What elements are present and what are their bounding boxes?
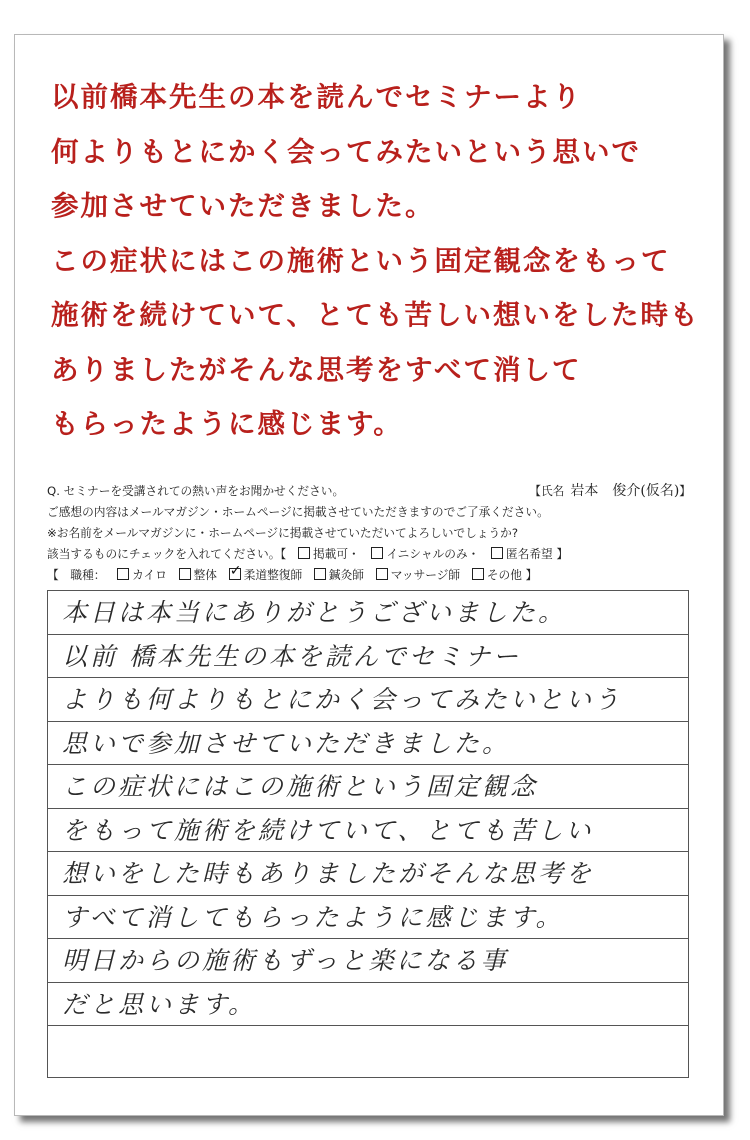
checkbox[interactable]	[117, 568, 129, 580]
handwritten-line: 想いをした時もありましたがそんな思考を	[48, 852, 688, 896]
handwritten-line: 思いで参加させていただきました。	[48, 722, 688, 766]
name-close: 】	[679, 484, 691, 498]
close-bracket: 】	[525, 568, 538, 582]
name-field	[529, 481, 691, 502]
checkbox[interactable]	[371, 547, 383, 559]
checkbox-checked[interactable]	[229, 568, 241, 580]
handwritten-line: だと思います。	[48, 983, 688, 1027]
handwritten-line: をもって施術を続けていて、とても苦しい	[48, 809, 688, 853]
questionnaire-header	[47, 481, 695, 586]
option-label: その他	[486, 568, 522, 582]
handwritten-response	[47, 590, 689, 1078]
option-label: 柔道整復師	[243, 568, 303, 582]
handwritten-line: 以前 橋本先生の本を読んでセミナー	[48, 635, 688, 679]
option-label: 整体	[193, 568, 217, 582]
option-label: イニシャルのみ・	[386, 547, 480, 561]
notice-text: ご感想の内容はメールマガジン・ホームページに掲載させていただきますのでご了承ください。	[47, 505, 549, 519]
quote-line: 以前橋本先生の本を読んでセミナーより	[51, 81, 582, 113]
close-bracket: 】	[556, 547, 569, 561]
handwritten-line: すべて消してもらったように感じます。	[48, 896, 688, 940]
publish-consent-row	[47, 544, 695, 565]
quote-line: 何よりもとにかく会ってみたいという思いで	[51, 135, 641, 168]
handwritten-line: よりも何よりもとにかく会ってみたいという	[48, 678, 688, 722]
checkbox[interactable]	[298, 547, 310, 559]
quote-line: 施術を続けていて、とても苦しい想いをした時も	[51, 299, 700, 331]
handwritten-line: 明日からの施術もずっと楽になる事	[48, 939, 688, 983]
testimonial-quote	[51, 70, 701, 452]
occupation-row	[47, 565, 695, 586]
quote-line: この症状にはこの施術という固定観念をもって	[51, 244, 671, 277]
handwritten-line	[48, 1026, 688, 1070]
question-text: Q. セミナーを受講されての熱い声をお聞かせください。	[47, 484, 345, 498]
option-label: カイロ	[132, 568, 167, 582]
option-label: 掲載可・	[312, 547, 360, 561]
checkbox[interactable]	[179, 568, 191, 580]
option-label: 鍼灸師	[328, 568, 364, 582]
handwritten-line: この症状にはこの施術という固定観念	[48, 765, 688, 809]
name-value: 岩本 俊介(仮名)	[570, 483, 680, 499]
checkbox[interactable]	[491, 547, 503, 559]
checkbox[interactable]	[376, 568, 388, 580]
quote-line: ありましたがそんな思考をすべて消して	[51, 353, 582, 386]
occupation-label: 【 職種：	[47, 568, 106, 582]
quote-line: 参加させていただきました。	[51, 190, 435, 222]
notice-text: ※お名前をメールマガジンに・ホームページに掲載させていただいてよろしいでしょうか?	[47, 526, 519, 540]
checkbox[interactable]	[472, 568, 484, 580]
quote-line: もらったように感じます。	[51, 408, 403, 440]
option-label: 匿名希望	[505, 547, 553, 561]
handwritten-line: 本日は本当にありがとうございました。	[48, 591, 688, 635]
option-label: マッサージ師	[390, 568, 461, 582]
name-label: 【氏名	[529, 484, 565, 498]
checkbox[interactable]	[314, 568, 326, 580]
check-prompt: 該当するものにチェックを入れてください。【	[47, 547, 287, 561]
